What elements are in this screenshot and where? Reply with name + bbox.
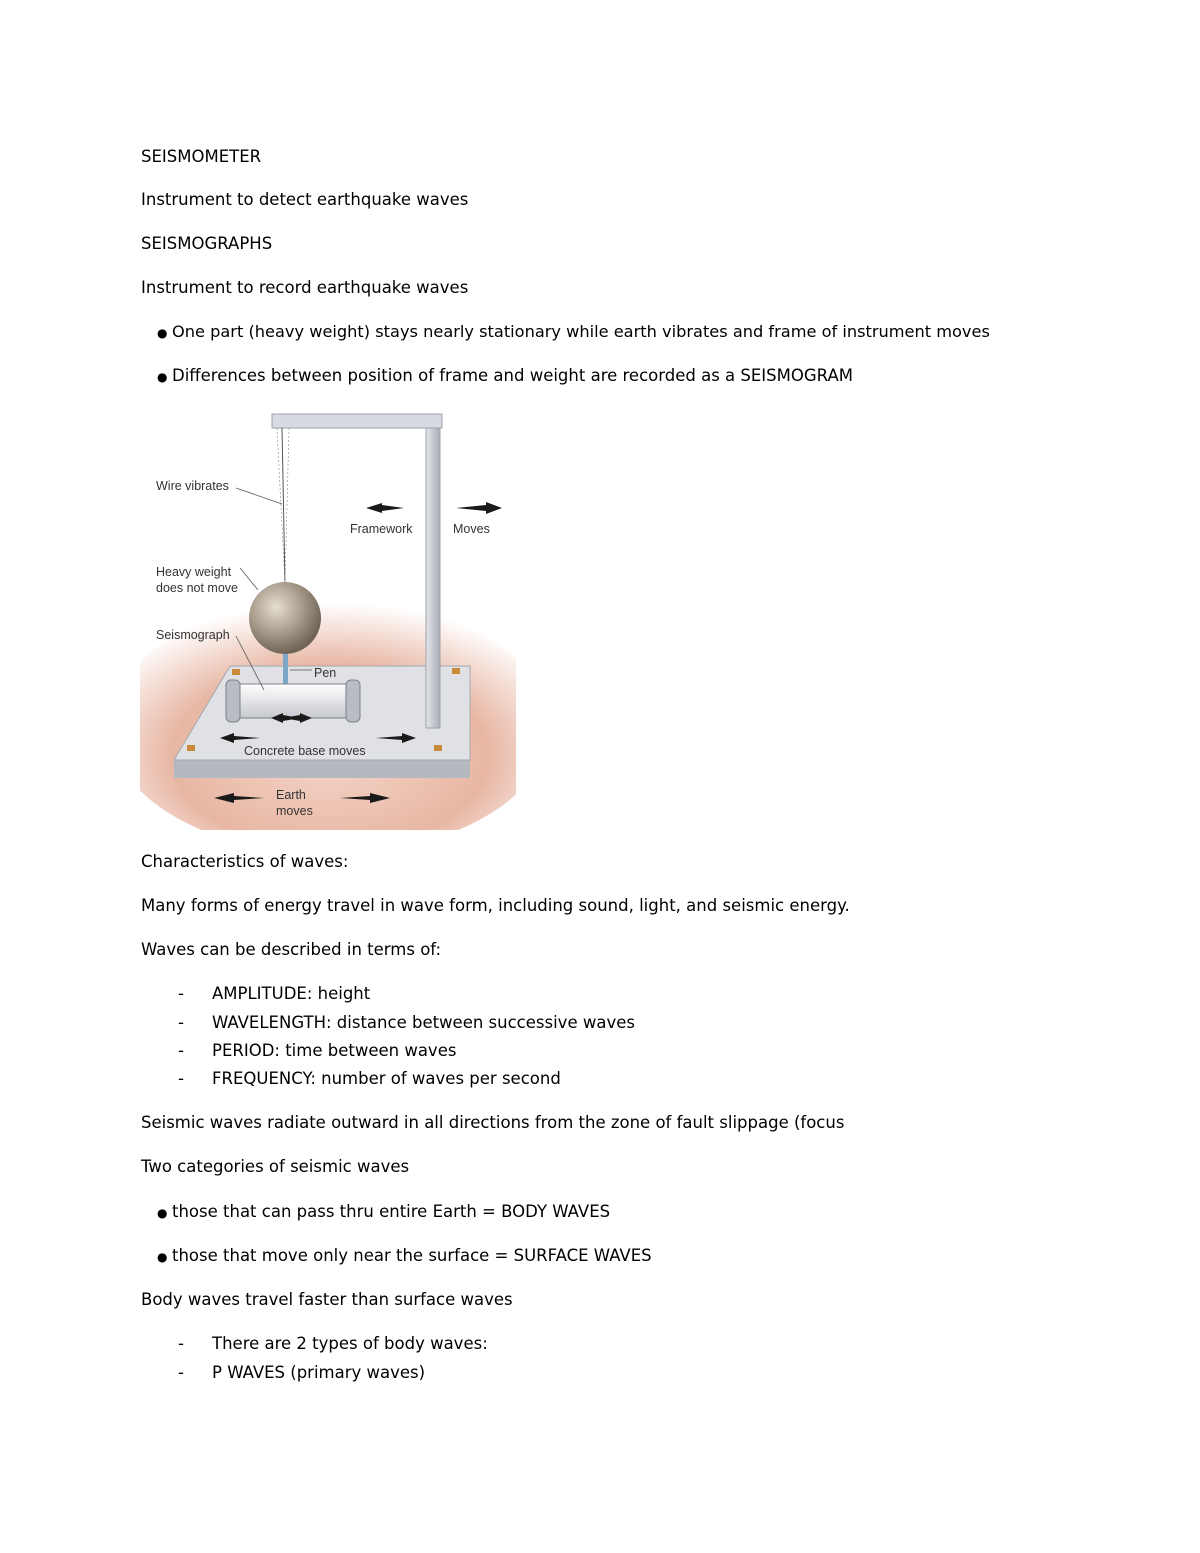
drum-end [346, 680, 360, 722]
label-does-not-move: does not move [156, 581, 238, 595]
wire-vibration [285, 428, 289, 584]
label-seismograph: Seismograph [156, 628, 230, 642]
label-pen: Pen [314, 666, 337, 680]
heading-seismometer: SEISMOMETER [141, 147, 262, 166]
bullet-icon: ● [157, 1250, 168, 1264]
list-item: AMPLITUDE: height [212, 984, 371, 1003]
leader-line [236, 488, 282, 504]
dash-icon: - [178, 1069, 184, 1088]
list-item: Differences between position of frame and weight are recorded as a SEISMOGRAM [172, 366, 853, 385]
paragraph: Body waves travel faster than surface waves [141, 1290, 513, 1309]
drum-end [226, 680, 240, 722]
base-front [174, 760, 470, 778]
bullet-icon: ● [157, 1206, 168, 1220]
heading-characteristics: Characteristics of waves: [141, 852, 349, 871]
label-concrete-base: Concrete base moves [244, 744, 366, 758]
heavy-weight-ball [249, 582, 321, 654]
label-earth: Earth [276, 788, 306, 802]
list-item: WAVELENGTH: distance between successive waves [212, 1013, 635, 1032]
dash-icon: - [178, 1334, 184, 1353]
label-framework: Framework [350, 522, 413, 536]
list-item: those that move only near the surface = SURFACE WAVES [172, 1246, 652, 1265]
dash-icon: - [178, 1041, 184, 1060]
label-earth-moves: moves [276, 804, 313, 818]
leader-line [240, 568, 258, 590]
base-bolt [434, 745, 442, 751]
seismograph-diagram [140, 408, 516, 830]
recording-drum [236, 684, 350, 718]
bullet-icon: ● [157, 370, 168, 384]
framework-top-bar [272, 414, 442, 428]
list-item: One part (heavy weight) stays nearly stationary while earth vibrates and frame of instrument moves [172, 322, 990, 341]
list-item: PERIOD: time between waves [212, 1041, 457, 1060]
list-item: those that can pass thru entire Earth = BODY WAVES [172, 1202, 611, 1221]
seismographs-definition: Instrument to record earthquake waves [141, 278, 469, 297]
list-item: There are 2 types of body waves: [212, 1334, 488, 1353]
label-wire-vibrates: Wire vibrates [156, 479, 229, 493]
paragraph: Waves can be described in terms of: [141, 940, 442, 959]
seismometer-definition: Instrument to detect earthquake waves [141, 190, 469, 209]
label-heavy-weight: Heavy weight [156, 565, 232, 579]
base-bolt [232, 669, 240, 675]
bullet-icon: ● [157, 326, 168, 340]
base-bolt [187, 745, 195, 751]
paragraph: Many forms of energy travel in wave form, including sound, light, and seismic energy. [141, 896, 850, 915]
framework-pole [426, 428, 440, 728]
label-moves: Moves [453, 522, 490, 536]
paragraph: Seismic waves radiate outward in all directions from the zone of fault slippage (focus [141, 1113, 845, 1132]
base-bolt [452, 668, 460, 674]
paragraph: Two categories of seismic waves [141, 1157, 410, 1176]
heading-seismographs: SEISMOGRAPHS [141, 234, 273, 253]
dash-icon: - [178, 1013, 184, 1032]
list-item: P WAVES (primary waves) [212, 1363, 426, 1382]
list-item: FREQUENCY: number of waves per second [212, 1069, 561, 1088]
dash-icon: - [178, 984, 184, 1003]
dash-icon: - [178, 1363, 184, 1382]
